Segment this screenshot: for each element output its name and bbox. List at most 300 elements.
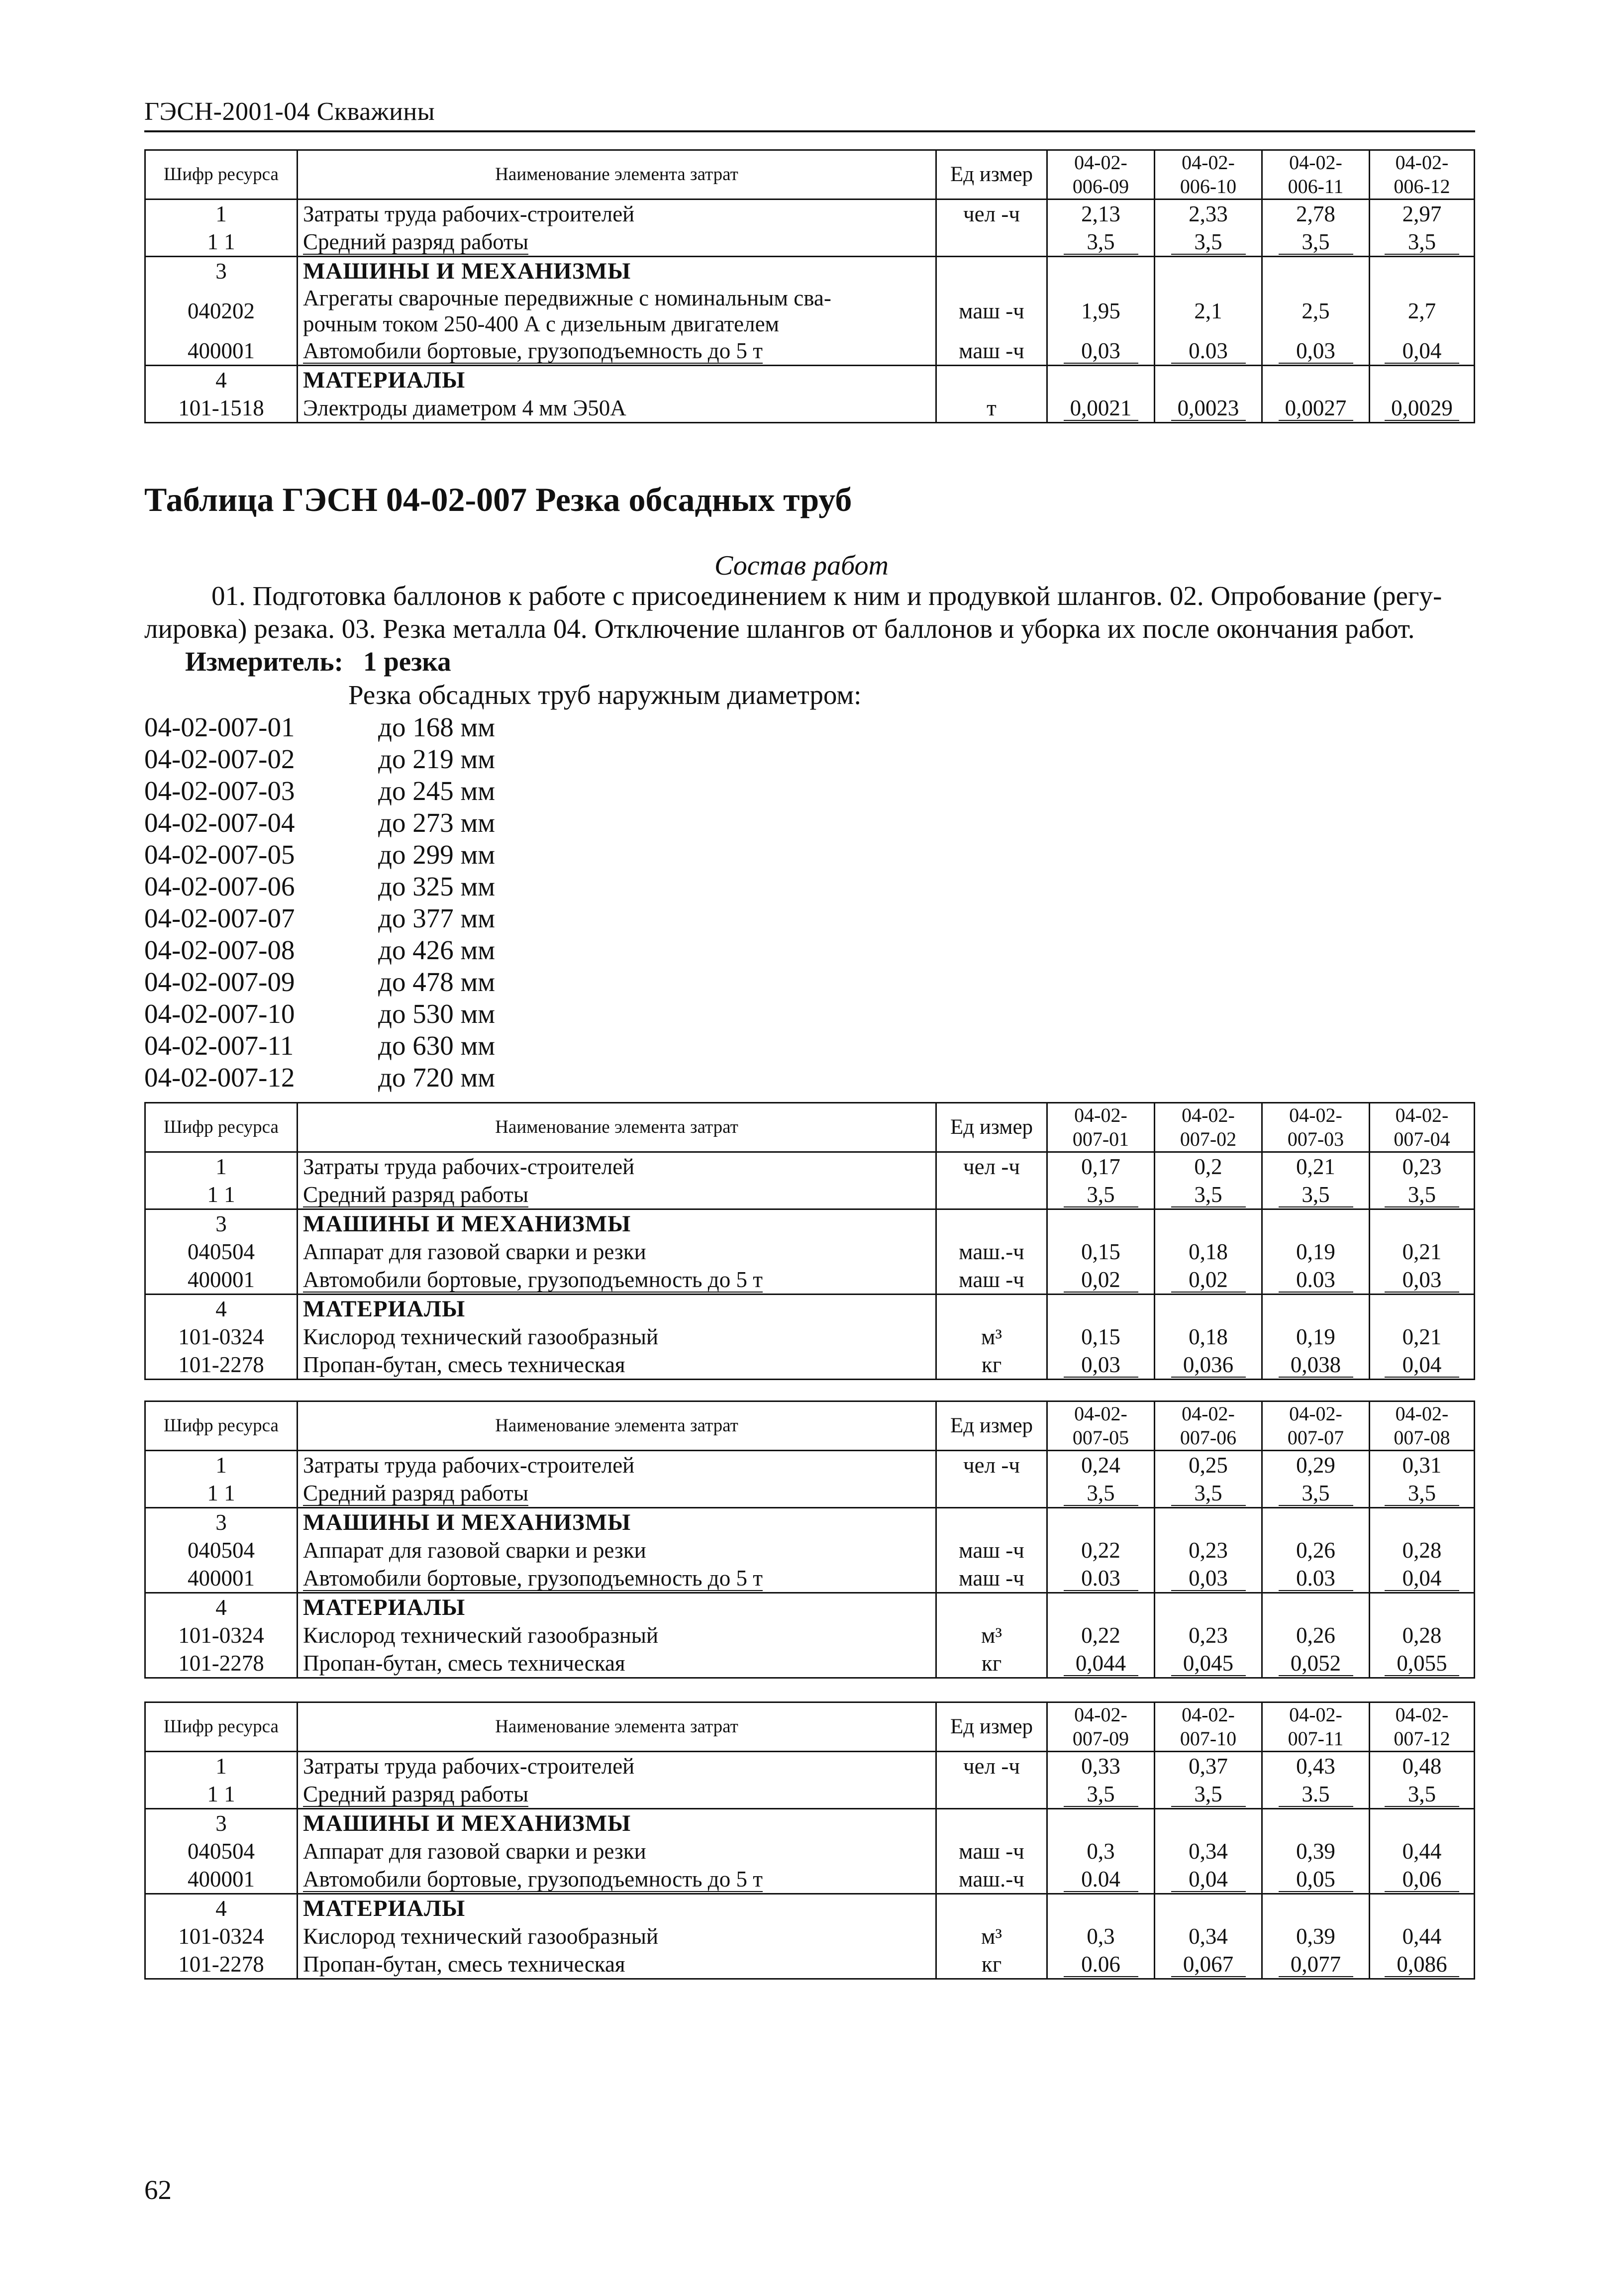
value-cell [1370, 1479, 1475, 1508]
norm-code-line: 04-02- 007-09 [1072, 1703, 1129, 1750]
value-cell [1262, 1894, 1370, 1923]
value-cell [1047, 257, 1155, 286]
norm-code: 04-02-007-02 [144, 744, 295, 774]
value-cell [1047, 1593, 1155, 1622]
value-text: 0,067 [1171, 1952, 1246, 1977]
value-cell [1155, 1621, 1262, 1649]
value-text: 3,5 [1064, 1183, 1138, 1207]
value-cell [1047, 1536, 1155, 1564]
norm-code-line: 04-02- 007-01 [1072, 1104, 1129, 1150]
value-cell [1262, 228, 1370, 257]
value-cell [1262, 1451, 1370, 1480]
resource-row [145, 200, 1475, 228]
value-cell [1155, 1950, 1262, 1979]
value-text: 0,038 [1279, 1353, 1353, 1378]
resource-code: 1 1 [145, 1780, 298, 1809]
resource-code: 3 [145, 257, 298, 286]
resource-code: 101-1518 [145, 394, 298, 423]
resource-row [145, 1266, 1475, 1295]
unit-cell: кг [936, 1351, 1047, 1380]
header-cost-element: Наименование элемента затрат [298, 1702, 936, 1752]
cost-element-name [298, 366, 936, 395]
norm-code: 04-02-007-09 [144, 967, 295, 997]
running-header: ГЭСН-2001-04 Скважины [144, 98, 435, 126]
norm-description: до 530 мм [378, 998, 496, 1029]
resource-table-006 [144, 149, 1475, 423]
header-unit: Ед измер [936, 150, 1047, 200]
header-norm-code [1370, 1702, 1475, 1752]
value-cell [1047, 1152, 1155, 1181]
header-norm-code [1047, 1401, 1155, 1451]
cost-element-text: МАШИНЫ И МЕХАНИЗМЫ [303, 258, 631, 284]
unit-cell [936, 1780, 1047, 1809]
header-cost-element: Наименование элемента затрат [298, 150, 936, 200]
unit-cell: маш -ч [936, 1564, 1047, 1593]
norm-code: 04-02-007-07 [144, 903, 295, 933]
value-text: 2,7 [1407, 299, 1436, 323]
unit-cell [936, 1809, 1047, 1838]
resource-code: 101-0324 [145, 1922, 298, 1950]
header-norm-code [1370, 150, 1475, 200]
value-cell [1370, 1351, 1475, 1380]
unit-cell: кг [936, 1649, 1047, 1678]
value-cell [1047, 228, 1155, 257]
value-text: 3,5 [1385, 1782, 1459, 1807]
value-text: 3,5 [1064, 1481, 1138, 1506]
header-norm-code [1047, 150, 1155, 200]
value-cell [1047, 1451, 1155, 1480]
value-cell [1370, 200, 1475, 228]
value-text: 3,5 [1279, 1481, 1353, 1506]
cost-element-name [298, 1536, 936, 1564]
unit-cell: чел -ч [936, 1451, 1047, 1480]
norm-item [144, 839, 495, 871]
value-cell [1047, 1209, 1155, 1238]
resource-row [145, 228, 1475, 257]
norm-code: 04-02-007-11 [144, 1030, 294, 1061]
norm-description: до 168 мм [378, 712, 496, 742]
unit-cell [936, 1295, 1047, 1323]
cost-element-text: Кислород технический газообразный [303, 1324, 659, 1349]
resource-code: 3 [145, 1508, 298, 1537]
cost-element-name [298, 1593, 936, 1622]
value-cell [1155, 200, 1262, 228]
value-cell [1155, 285, 1262, 337]
resource-code: 040504 [145, 1536, 298, 1564]
value-text: 0,23 [1189, 1623, 1228, 1648]
cost-element-name [298, 228, 936, 257]
header-norm-code [1155, 1702, 1262, 1752]
cost-element-text: Пропан-бутан, смесь техническая [303, 1952, 625, 1977]
value-cell [1047, 1295, 1155, 1323]
table-header-row [145, 150, 1475, 200]
norm-description: до 273 мм [378, 807, 496, 838]
value-text: 0.03 [1064, 1566, 1138, 1591]
value-text: 0,34 [1189, 1839, 1228, 1864]
value-cell [1370, 1451, 1475, 1480]
value-text: 0,26 [1296, 1538, 1335, 1563]
value-text: 0,18 [1189, 1239, 1228, 1264]
value-cell [1155, 1351, 1262, 1380]
cost-element-name [298, 1865, 936, 1894]
value-text: 0,0023 [1171, 396, 1246, 421]
unit-cell [936, 366, 1047, 395]
unit-cell: маш -ч [936, 1266, 1047, 1295]
value-text: 3,5 [1171, 1183, 1246, 1207]
value-cell [1370, 1152, 1475, 1181]
value-cell [1047, 1752, 1155, 1781]
cost-element-name [298, 1837, 936, 1865]
cost-element-name [298, 1323, 936, 1351]
value-cell [1047, 1564, 1155, 1593]
value-text: 0,3 [1087, 1839, 1115, 1864]
unit-cell: маш -ч [936, 337, 1047, 366]
value-cell [1155, 1865, 1262, 1894]
value-cell [1047, 394, 1155, 423]
value-cell [1155, 366, 1262, 395]
cost-element-name [298, 1266, 936, 1295]
value-text: 2,5 [1302, 299, 1330, 323]
cost-element-text: МАТЕРИАЛЫ [303, 1296, 466, 1322]
value-cell [1047, 1351, 1155, 1380]
value-cell [1370, 257, 1475, 286]
value-cell [1262, 1508, 1370, 1537]
value-cell [1047, 1894, 1155, 1923]
value-cell [1262, 1649, 1370, 1678]
unit-cell: чел -ч [936, 1752, 1047, 1781]
value-cell [1155, 1508, 1262, 1537]
value-cell [1047, 1865, 1155, 1894]
cost-element-name [298, 1479, 936, 1508]
value-text: 3,5 [1385, 230, 1459, 255]
table-header-row [145, 1702, 1475, 1752]
value-text: 3,5 [1171, 1481, 1246, 1506]
value-cell [1155, 1837, 1262, 1865]
resource-row [145, 1351, 1475, 1380]
value-cell [1155, 1266, 1262, 1295]
resource-table-007-09-12 [144, 1701, 1475, 1980]
value-cell [1047, 1323, 1155, 1351]
resource-code: 4 [145, 366, 298, 395]
table-header-row [145, 1103, 1475, 1152]
value-cell [1155, 228, 1262, 257]
resource-row [145, 1621, 1475, 1649]
header-resource-code: Шифр ресурса [145, 1103, 298, 1152]
norm-description: до 325 мм [378, 871, 496, 901]
value-text: 0.03 [1279, 1268, 1353, 1293]
norm-code: 04-02-007-12 [144, 1062, 295, 1093]
cost-element-text: МАТЕРИАЛЫ [303, 367, 466, 393]
value-cell [1370, 337, 1475, 366]
resource-row [145, 1181, 1475, 1209]
value-text: 0,31 [1402, 1453, 1442, 1478]
header-cost-element: Наименование элемента затрат [298, 1401, 936, 1451]
cost-element-name [298, 1295, 936, 1323]
norm-description: до 478 мм [378, 967, 496, 997]
value-cell [1370, 1508, 1475, 1537]
section-row [145, 1809, 1475, 1838]
cost-element-text: Пропан-бутан, смесь техническая [303, 1352, 625, 1377]
cost-element-text: Аппарат для газовой сварки и резки [303, 1839, 646, 1864]
value-text: 0.04 [1064, 1867, 1138, 1892]
value-cell [1262, 1780, 1370, 1809]
unit-cell: кг [936, 1950, 1047, 1979]
value-text: 0,19 [1296, 1239, 1335, 1264]
header-norm-code [1262, 1103, 1370, 1152]
cost-element-text: Средний разряд работы [303, 1481, 529, 1505]
resource-code: 1 1 [145, 1181, 298, 1209]
value-text: 0,0021 [1064, 396, 1138, 421]
cost-element-text: МАШИНЫ И МЕХАНИЗМЫ [303, 1810, 631, 1836]
cost-element-name [298, 1950, 936, 1979]
resource-code: 1 [145, 1451, 298, 1480]
value-cell [1262, 200, 1370, 228]
value-text: 0,18 [1189, 1324, 1228, 1349]
value-cell [1155, 1809, 1262, 1838]
value-cell [1047, 1922, 1155, 1950]
unit-cell: чел -ч [936, 200, 1047, 228]
value-cell [1262, 1266, 1370, 1295]
resource-code: 3 [145, 1209, 298, 1238]
norm-code: 04-02-007-06 [144, 871, 295, 901]
value-text: 0,26 [1296, 1623, 1335, 1648]
value-text: 2,13 [1081, 201, 1120, 226]
resource-code: 101-0324 [145, 1323, 298, 1351]
norm-item [144, 998, 495, 1030]
header-resource-code: Шифр ресурса [145, 1401, 298, 1451]
norm-description: до 245 мм [378, 776, 496, 806]
value-cell [1370, 1295, 1475, 1323]
resource-row [145, 285, 1475, 337]
cost-element-name [298, 1508, 936, 1537]
measurement-value: 1 резка [363, 646, 451, 677]
value-cell [1262, 337, 1370, 366]
value-cell [1155, 257, 1262, 286]
norm-code-line: 04-02- 007-10 [1180, 1703, 1237, 1750]
unit-cell: м³ [936, 1621, 1047, 1649]
value-cell [1370, 1266, 1475, 1295]
value-text: 0,052 [1279, 1651, 1353, 1676]
value-cell [1262, 1809, 1370, 1838]
header-norm-code [1155, 1103, 1262, 1152]
cost-element-name [298, 1181, 936, 1209]
norm-code: 04-02-007-08 [144, 935, 295, 965]
value-text: 2,97 [1402, 201, 1442, 226]
norm-item [144, 711, 495, 743]
value-text: 0,24 [1081, 1453, 1120, 1478]
value-text: 0,22 [1081, 1623, 1120, 1648]
value-text: 0,17 [1081, 1154, 1120, 1179]
value-cell [1047, 1621, 1155, 1649]
header-norm-code [1262, 1702, 1370, 1752]
value-text: 0,0027 [1279, 396, 1353, 421]
value-cell [1370, 1536, 1475, 1564]
value-text: 0,077 [1279, 1952, 1353, 1977]
value-cell [1047, 1508, 1155, 1537]
value-cell [1262, 1479, 1370, 1508]
section-row [145, 1209, 1475, 1238]
unit-cell [936, 1508, 1047, 1537]
value-cell [1370, 1780, 1475, 1809]
cost-element-text: Электроды диаметром 4 мм Э50А [303, 396, 626, 420]
value-text: 3,5 [1064, 1782, 1138, 1807]
value-cell [1155, 1181, 1262, 1209]
value-text: 0,03 [1279, 339, 1353, 364]
unit-cell [936, 1479, 1047, 1508]
table-title: Таблица ГЭСН 04-02-007 Резка обсадных труб [144, 481, 852, 518]
unit-cell: маш.-ч [936, 1865, 1047, 1894]
resource-code: 101-0324 [145, 1621, 298, 1649]
resource-row [145, 394, 1475, 423]
value-text: 0,02 [1171, 1268, 1246, 1293]
value-text: 0,03 [1385, 1268, 1459, 1293]
value-cell [1262, 1209, 1370, 1238]
resource-code: 1 1 [145, 1479, 298, 1508]
value-text: 3,5 [1171, 230, 1246, 255]
value-text: 0,28 [1402, 1623, 1442, 1648]
value-cell [1155, 1152, 1262, 1181]
value-cell [1155, 1649, 1262, 1678]
value-cell [1370, 1950, 1475, 1979]
unit-cell: м³ [936, 1323, 1047, 1351]
header-unit: Ед измер [936, 1401, 1047, 1451]
norm-description: до 426 мм [378, 935, 496, 965]
header-norm-code [1370, 1401, 1475, 1451]
unit-cell [936, 1593, 1047, 1622]
value-text: 0,045 [1171, 1651, 1246, 1676]
value-text: 0,29 [1296, 1453, 1335, 1478]
value-text: 0,28 [1402, 1538, 1442, 1563]
value-cell [1370, 1894, 1475, 1923]
cost-element-name [298, 1922, 936, 1950]
header-rule [144, 130, 1475, 132]
resource-row [145, 1152, 1475, 1181]
cost-element-text: МАТЕРИАЛЫ [303, 1896, 466, 1921]
value-text: 3,5 [1171, 1782, 1246, 1807]
resource-row [145, 1479, 1475, 1508]
resource-row [145, 1564, 1475, 1593]
value-cell [1262, 1564, 1370, 1593]
norm-code-line: 04-02- 006-10 [1180, 151, 1237, 198]
resource-code: 101-2278 [145, 1351, 298, 1380]
header-norm-code [1047, 1103, 1155, 1152]
value-cell [1370, 1649, 1475, 1678]
value-text: 0,34 [1189, 1924, 1228, 1949]
norm-code: 04-02-007-05 [144, 839, 295, 870]
resource-code: 400001 [145, 337, 298, 366]
page-number: 62 [144, 2175, 172, 2205]
value-text: 0,21 [1402, 1324, 1442, 1349]
value-text: 0.06 [1064, 1952, 1138, 1977]
value-cell [1047, 1780, 1155, 1809]
value-cell [1155, 1238, 1262, 1266]
value-cell [1370, 1593, 1475, 1622]
cost-element-text: Кислород технический газообразный [303, 1623, 659, 1648]
measurement-label: Измеритель: [185, 646, 343, 677]
value-cell [1370, 1323, 1475, 1351]
value-cell [1262, 366, 1370, 395]
resource-code: 101-2278 [145, 1950, 298, 1979]
cost-element-text: Автомобили бортовые, грузоподъемность до 5 т [303, 1566, 763, 1591]
unit-cell: маш.-ч [936, 1238, 1047, 1266]
value-text: 0,086 [1385, 1952, 1459, 1977]
norm-item [144, 1062, 495, 1094]
value-text: 0,036 [1171, 1353, 1246, 1378]
value-text: 0,055 [1385, 1651, 1459, 1676]
value-cell [1370, 1209, 1475, 1238]
value-text: 3,5 [1064, 230, 1138, 255]
value-cell [1262, 1950, 1370, 1979]
header-norm-code [1262, 150, 1370, 200]
measurement-unit [185, 646, 451, 677]
value-text: 0,21 [1296, 1154, 1335, 1179]
norm-item [144, 934, 495, 966]
value-cell [1262, 257, 1370, 286]
value-text: 0,44 [1402, 1839, 1442, 1864]
value-text: 0,22 [1081, 1538, 1120, 1563]
resource-row [145, 1536, 1475, 1564]
norm-item [144, 1030, 495, 1062]
value-cell [1262, 1351, 1370, 1380]
resource-code: 040202 [145, 285, 298, 337]
value-text: 3.5 [1279, 1782, 1353, 1807]
cost-element-name [298, 1649, 936, 1678]
unit-cell: маш -ч [936, 1536, 1047, 1564]
value-text: 0,37 [1189, 1754, 1228, 1779]
value-text: 0,02 [1064, 1268, 1138, 1293]
norm-description: до 299 мм [378, 839, 496, 870]
value-cell [1047, 1950, 1155, 1979]
value-text: 0,39 [1296, 1839, 1335, 1864]
cost-element-name [298, 1451, 936, 1480]
value-text: 0,15 [1081, 1239, 1120, 1264]
norm-code-line: 04-02- 006-09 [1072, 151, 1129, 198]
section-row [145, 1508, 1475, 1537]
work-composition-heading: Состав работ [714, 550, 889, 581]
value-text: 0,44 [1402, 1924, 1442, 1949]
resource-table-007-01-04 [144, 1102, 1475, 1380]
value-cell [1262, 394, 1370, 423]
cost-element-name [298, 1209, 936, 1238]
cost-element-line-2: рочным током 250-400 А с дизельным двигателем [303, 311, 780, 336]
norm-item [144, 966, 495, 998]
norm-code: 04-02-007-04 [144, 807, 295, 838]
unit-cell [936, 1894, 1047, 1923]
value-text: 3,5 [1279, 1183, 1353, 1207]
cost-element-line-1: Агрегаты сварочные передвижные с номинальным сва- [303, 286, 831, 310]
cost-element-text: Затраты труда рабочих-строителей [303, 1453, 635, 1478]
resource-row [145, 1865, 1475, 1894]
value-cell [1047, 1181, 1155, 1209]
value-text: 3,5 [1385, 1481, 1459, 1506]
value-cell [1370, 1564, 1475, 1593]
value-cell [1155, 1922, 1262, 1950]
value-cell [1155, 1536, 1262, 1564]
norm-description: до 377 мм [378, 903, 496, 933]
value-text: 0,43 [1296, 1754, 1335, 1779]
resource-table-007-05-08 [144, 1400, 1475, 1679]
value-cell [1047, 366, 1155, 395]
cost-element-text: Кислород технический газообразный [303, 1924, 659, 1949]
value-text: 0,33 [1081, 1754, 1120, 1779]
header-norm-code [1262, 1401, 1370, 1451]
unit-cell: маш -ч [936, 285, 1047, 337]
value-text: 0,23 [1402, 1154, 1442, 1179]
resource-code: 1 [145, 1752, 298, 1781]
resource-code: 040504 [145, 1238, 298, 1266]
resource-row [145, 1323, 1475, 1351]
cost-element-name [298, 1351, 936, 1380]
